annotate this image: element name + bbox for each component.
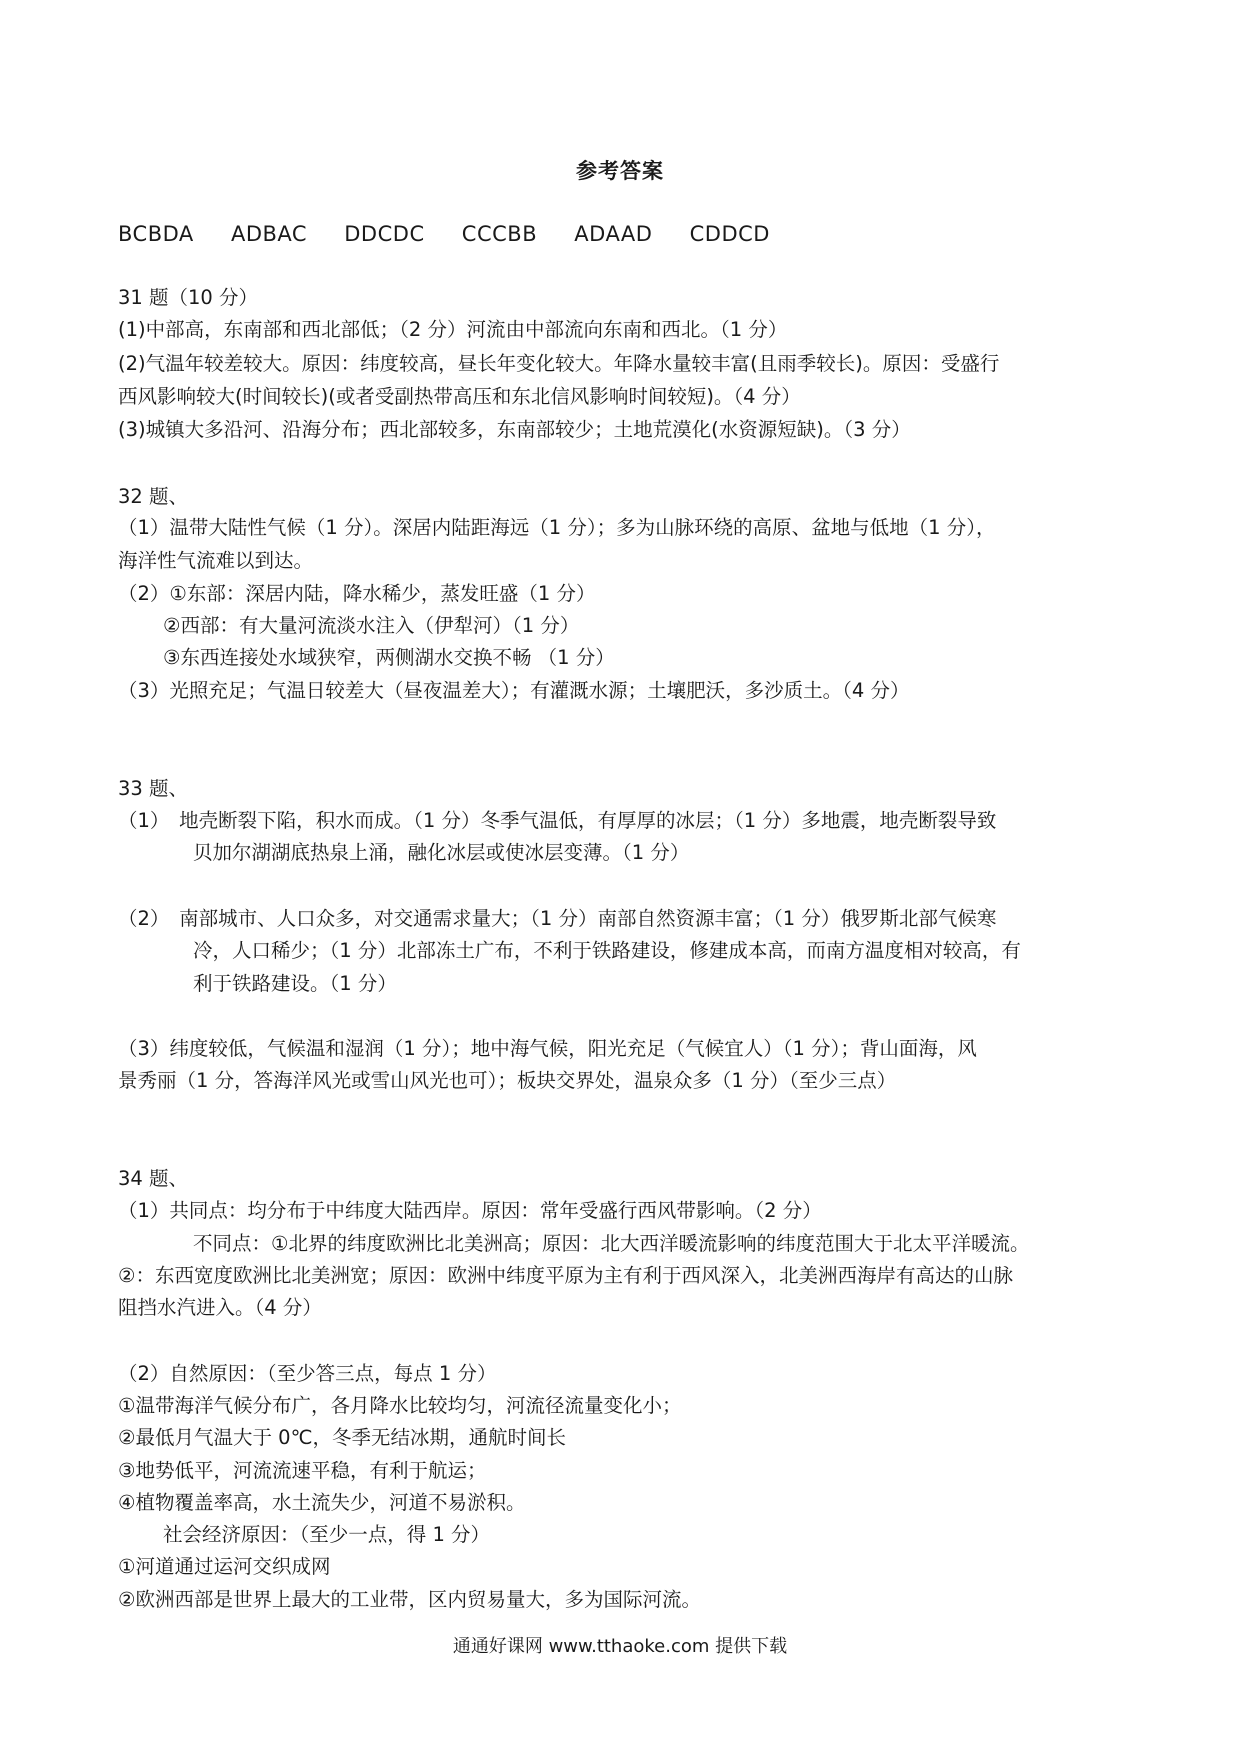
answer-line: （1） 地壳断裂下陷，积水而成。（1 分）冬季气温低，有厚厚的冰层；（1 分）多地震，地壳断裂导致 — [118, 809, 997, 832]
answer-group: BCBDA — [118, 222, 194, 246]
answer-line: ②：东西宽度欧洲比北美洲宽；原因：欧洲中纬度平原为主有利于西风深入，北美洲西海岸有高达的山脉 — [118, 1264, 1013, 1287]
question-32-heading: 32 题、 — [118, 485, 189, 508]
answer-line: （2）自然原因：（至少答三点，每点 1 分） — [118, 1362, 497, 1385]
answer-line: 海洋性气流难以到达。 — [118, 549, 314, 572]
answer-line: ④植物覆盖率高，水土流失少，河道不易淤积。 — [118, 1491, 526, 1514]
answer-line: ③东西连接处水域狭窄，两侧湖水交换不畅 （1 分） — [163, 646, 615, 669]
answer-line: ③地势低平，河流流速平稳，有利于航运； — [118, 1459, 487, 1482]
answer-line: 利于铁路建设。（1 分） — [193, 972, 397, 995]
answer-line: （2）①东部：深居内陆，降水稀少，蒸发旺盛（1 分） — [118, 582, 596, 605]
answer-line: （3）光照充足；气温日较差大（昼夜温差大）；有灌溉水源；土壤肥沃，多沙质土。（4 分） — [118, 679, 910, 702]
page-footer: 通通好课网 www.tthaoke.com 提供下载 — [452, 1636, 788, 1657]
answer-line: 社会经济原因：（至少一点，得 1 分） — [163, 1523, 491, 1546]
answer-group: DDCDC — [344, 222, 425, 246]
answer-group: ADBAC — [230, 222, 308, 246]
answer-line: （3）纬度较低，气候温和湿润（1 分）；地中海气候，阳光充足（气候宜人）（1 分）；背山面海，风 — [118, 1037, 977, 1060]
answer-line: （1）共同点：均分布于中纬度大陆西岸。原因：常年受盛行西风带影响。（2 分） — [118, 1199, 822, 1222]
page-title: 参考答案 — [576, 159, 664, 183]
answer-line: (2)气温年较差较大。原因：纬度较高，昼长年变化较大。年降水量较丰富(且雨季较长)。原因：受盛行 — [118, 352, 1000, 375]
answer-line: （1）温带大陆性气候（1 分）。深居内陆距海远（1 分）；多为山脉环绕的高原、盆地与低地（1 分）， — [118, 516, 996, 539]
answer-line: (1)中部高，东南部和西北部低；（2 分）河流由中部流向东南和西北。（1 分） — [118, 318, 788, 341]
answer-line: ②最低月气温大于 0℃，冬季无结冰期，通航时间长 — [118, 1426, 566, 1449]
question-34-heading: 34 题、 — [118, 1167, 189, 1190]
answer-line: 景秀丽（1 分，答海洋风光或雪山风光也可）；板块交界处，温泉众多（1 分）（至少三点） — [118, 1069, 897, 1092]
answer-group: ADAAD — [574, 222, 653, 246]
answer-line: 不同点：①北界的纬度欧洲比北美洲高；原因：北大西洋暖流影响的纬度范围大于北太平洋暖流。 — [193, 1232, 1030, 1255]
answer-line: ①温带海洋气候分布广，各月降水比较均匀，河流径流量变化小； — [118, 1394, 682, 1417]
answer-line: ②西部：有大量河流淡水注入（伊犁河）（1 分） — [163, 614, 580, 637]
answer-group: CCCBB — [461, 222, 538, 246]
multiple-choice-answers — [118, 222, 800, 246]
answer-line: 西风影响较大(时间较长)(或者受副热带高压和东北信风影响时间较短)。（4 分） — [118, 385, 801, 408]
answer-line: 冷，人口稀少；（1 分）北部冻土广布，不利于铁路建设，修建成本高，而南方温度相对较高，有 — [193, 939, 1021, 962]
answer-line: (3)城镇大多沿河、沿海分布；西北部较多，东南部较少；土地荒漠化(水资源短缺)。（3 分） — [118, 418, 911, 441]
answer-line: 阻挡水汽进入。（4 分） — [118, 1296, 322, 1319]
answer-line: 贝加尔湖湖底热泉上涌，融化冰层或使冰层变薄。（1 分） — [193, 841, 690, 864]
answer-line: （2） 南部城市、人口众多，对交通需求量大；（1 分）南部自然资源丰富；（1 分）俄罗斯北部气候寒 — [118, 907, 997, 930]
question-31-heading: 31 题（10 分） — [118, 286, 259, 309]
answer-line: ①河道通过运河交织成网 — [118, 1555, 331, 1578]
answer-line: ②欧洲西部是世界上最大的工业带，区内贸易量大，多为国际河流。 — [118, 1588, 701, 1611]
question-33-heading: 33 题、 — [118, 777, 189, 800]
answer-group: CDDCD — [689, 222, 770, 246]
